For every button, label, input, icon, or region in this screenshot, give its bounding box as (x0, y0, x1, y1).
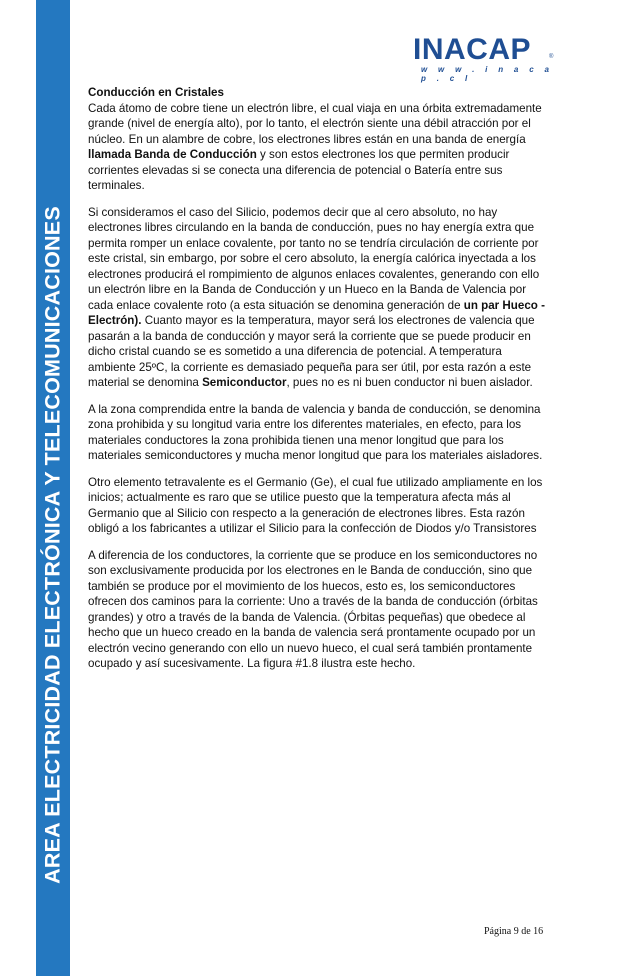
logo-url: w w w . i n a c a p . c l (421, 65, 554, 83)
sidebar-title: AREA ELECTRICIDAD ELECTRÓNICA Y TELECOMUNICACIONES (40, 206, 65, 884)
paragraph-2-text-e: , pues no es ni buen conductor ni buen aislador. (286, 376, 533, 389)
paragraph-3: A la zona comprendida entre la banda de valencia y banda de conducción, se denomina zona prohibida y su longitud varia entre los diferentes materiales, en efecto, para los materiales conductores la zona prohibida tienen una menor longitud que para los materiales semiconductores y mucha menor longitud que para los materiales aisladores. (88, 402, 543, 462)
paragraph-2-text-c: Cuanto mayor es la temperatura, mayor será los electrones de valencia que pasarán a la banda de conducción y mayor será la corriente que se puede producir en dicho cristal cuando se es sometido a una diferencia de potencial. A temperatura ambiente 25ºC, la corriente es demasiado pequeña para ser útil, por esta razón a este material se denomina (88, 314, 535, 389)
paragraph-1-bold: llamada Banda de Conducción (88, 148, 257, 161)
paragraph-1 (88, 101, 548, 194)
paragraph-5: A diferencia de los conductores, la corriente que se produce en los semiconductores no son exclusivamente producida por los electrones en le Banda de conducción, sino que también se produce por el movimiento de los huecos, esto es, los semiconductores ofrecen dos caminos para la corriente: Uno a través de la banda de conducción (órbitas grandes) y otro a través de la banda de Valencia. (Órbitas pequeñas) que obedece al hecho que un hueco creado en la banda de valencia será prontamente ocupado por un electrón vecino generando con ello un nuevo hueco, el cual será también prontamente ocupado y así sucesivamente. La figura #1.8 ilustra este hecho. (88, 548, 538, 670)
logo-registered-mark: ® (549, 54, 554, 60)
paragraph-1-text-a: Cada átomo de cobre tiene un electrón libre, el cual viaja en una órbita extremadamente grande (nivel de energía alto), por lo tanto, el electrón siente una débil atracción por el núcleo. En un alambre de cobre, los electrones libres están en una banda de energía (88, 101, 542, 146)
page-number: Página 9 de 16 (484, 926, 544, 937)
paragraph-1-text-c: y son estos electrones los que permiten producir corrientes elevadas si se conecta una diferencia de potencial o Batería entre sus terminales. (88, 148, 510, 192)
paragraph-4: Otro elemento tetravalente es el Germanio (Ge), el cual fue utilizado ampliamente en los inicios; actualmente es raro que se utilice puesto que la temperatura afecta más al Germanio que al Silicio con respecto a la generación de electrones libres. Esta razón obligó a los fabricantes a utilizar el Silicio para la confección de Diodos y/o Transistores (88, 475, 543, 535)
paragraph-2-text-a: Si consideramos el caso del Silicio, podemos decir que al cero absoluto, no hay electrones libres circulando en la banda de conducción, pues no hay energía extra que permita romper un enlace covalente, por tanto no se tendría circulación de corriente por este cristal, sin embargo, por sobre el cero absoluto, la energía calórica inyectada a los electrones producirá el rompimiento de algunos enlaces covalentes, generando con ello un electrón libre en la Banda de Conducción y un Hueco en la Banda de Valencia por cada enlace covalente roto (a esta situación se denomina generación de (88, 205, 540, 312)
logo-wordmark: INACAP (413, 33, 532, 66)
inacap-logo (413, 33, 563, 83)
paragraph-2-bold-2: Semiconductor (202, 376, 287, 389)
paragraph-2 (88, 205, 548, 391)
document-body (88, 85, 548, 683)
paragraph-2-bold-1: un par Hueco - Electrón). (88, 298, 545, 327)
section-title: Conducción en Cristales (88, 86, 224, 99)
